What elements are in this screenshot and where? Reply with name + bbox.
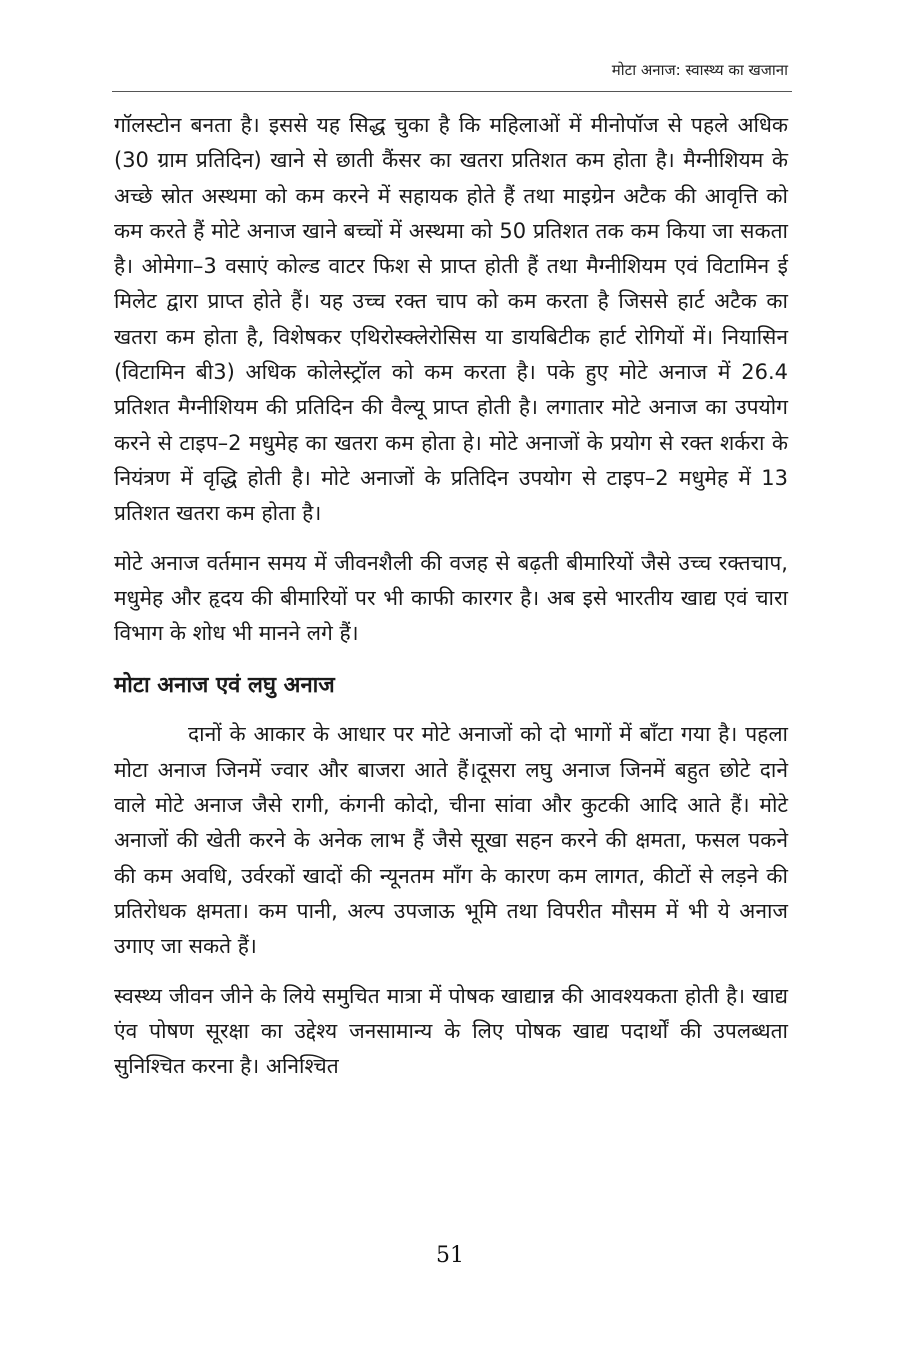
page-body xyxy=(114,108,788,1084)
section-heading: मोटा अनाज एवं लघु अनाज xyxy=(114,673,335,699)
header-rule xyxy=(112,91,792,92)
paragraph-grain-types: दानों के आकार के आधार पर मोटे अनाजों को दो भागों में बाँटा गया है। पहला मोटा अनाज जिनमें ज्वार और बाजरा आते हैं।दूसरा लघु अनाज जिनमें बहुत छोटे दाने वाले मोटे अनाज जैसे रागी, कंगनी कोदो, चीना सांवा और कुटकी आदि आते हैं। मोटे अनाजों की खेती करने के अनेक लाभ हैं जैसे सूखा सहन करने की क्षमता, फसल पकने की कम अवधि, उर्वरकों खादों की न्यूनतम मॉंग के कारण कम लागत, कीटों से लड़ने की प्रतिरोधक क्षमता। कम पानी, अल्प उपजाऊ भूमि तथा विपरीत मौसम में भी ये अनाज उगाए जा सकते हैं। xyxy=(114,722,788,959)
running-header: मोटा अनाज: स्वास्थ्य का खजाना xyxy=(611,61,788,79)
paragraph-nutrition-security: स्वस्थ्य जीवन जीने के लिये समुचित मात्रा में पोषक खाद्यान्न की आवश्यकता होती है। खाद्य एंव पोषण सूरक्षा का उद्देश्य जनसामान्य के लिए पोषक खाद्य पदार्थों की उपलब्धता सुनिश्चित करना है। अनिश्चित xyxy=(114,983,788,1079)
paragraph-health-benefits: गॉलस्टोन बनता है। इससे यह सिद्ध चुका है कि महिलाओं में मीनोपॉज से पहले अधिक (30 ग्राम प्रतिदिन) खाने से छाती कैंसर का खतरा प्रतिशत कम होता है। मैग्नीशियम के अच्छे स्रोत अस्थमा को कम करने में सहायक होते हैं तथा माइग्रेन अटैक की आवृत्ति को कम करते हैं मोटे अनाज खाने बच्चों में अस्थमा को 50 प्रतिशत तक कम किया जा सकता है। ओमेगा–3 वसाएं कोल्ड वाटर फिश से प्राप्त होती हैं तथा मैग्नीशियम एवं विटामिन ई मिलेट द्वारा प्राप्त होते हैं। यह उच्च रक्त चाप को कम करता है जिससे हार्ट अटैक का खतरा कम होता है, विशेषकर एथिरोस्क्लेरोसिस या डायबिटीक हार्ट रोगियों में। नियासिन (विटामिन बी3) अधिक कोलेस्ट्रॉल को कम करता है। पके हुए मोटे अनाज में 26.4 प्रतिशत मैग्नीशियम की प्रतिदिन की वैल्यू प्राप्त होती है। लगातार मोटे अनाज का उपयोग करने से टाइप–2 मधुमेह का खतरा कम होता हे। मोटे अनाजों के प्रयोग से रक्त शर्करा के नियंत्रण में वृद्धि होती है। मोटे अनाजों के प्रतिदिन उपयोग से टाइप–2 मधुमेह में 13 प्रतिशत खतरा कम होता है। xyxy=(114,113,788,526)
paragraph-lifestyle-diseases: मोटे अनाज वर्तमान समय में जीवनशैली की वजह से बढ़ती बीमारियों जैसे उच्च रक्तचाप, मधुमेह और हृदय की बीमारियों पर भी काफी कारगर है। अब इसे भारतीय खाद्य एवं चारा विभाग के शोध भी मानने लगे हैं। xyxy=(114,550,788,646)
page-number: 51 xyxy=(436,1243,464,1268)
